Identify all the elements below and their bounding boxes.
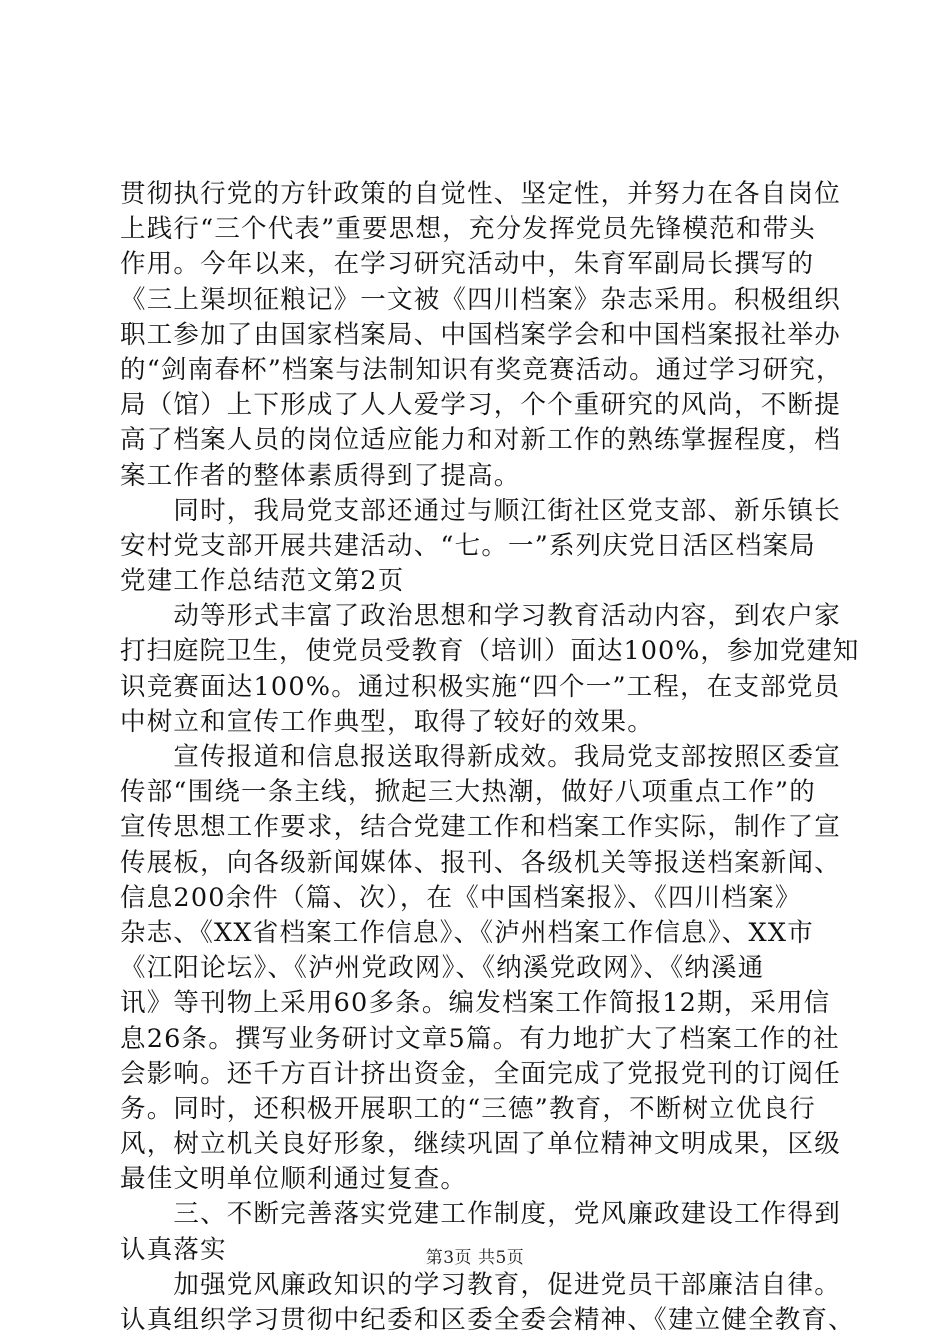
text-line: 党建工作总结范文第2页: [120, 566, 405, 597]
text-line: 动等形式丰富了政治思想和学习教育活动内容，到农户家: [120, 601, 841, 632]
text-line: 宣传思想工作要求，结合党建工作和档案工作实际，制作了宣: [120, 812, 841, 843]
text-line: 案工作者的整体素质得到了提高。: [120, 460, 521, 491]
text-line: 认真落实: [120, 1234, 227, 1265]
text-line: 信息200余件（篇、次），在《中国档案报》、《四川档案》: [120, 882, 802, 913]
body-text: [120, 177, 860, 1338]
text-line: 传展板，向各级新闻媒体、报刊、各级机关等报送档案新闻、: [120, 847, 841, 878]
text-line: 《三上渠坝征粮记》一文被《四川档案》杂志采用。积极组织: [120, 284, 841, 315]
page-footer: 第3页 共5页: [425, 1248, 525, 1268]
text-line: 讯》等刊物上采用60多条。编发档案工作简报12期，采用信: [120, 988, 831, 1019]
text-line: 同时，我局党支部还通过与顺江街社区党支部、新乐镇长: [120, 495, 841, 526]
text-line: 职工参加了由国家档案局、中国档案学会和中国档案报社举办: [120, 319, 841, 350]
text-line: 上践行“三个代表”重要思想，充分发挥党员先锋模范和带头: [120, 214, 816, 245]
text-line: 《江阳论坛》、《泸州党政网》、《纳溪党政网》、《纳溪通: [120, 953, 765, 984]
text-line: 加强党风廉政知识的学习教育，促进党员干部廉洁自律。: [120, 1269, 841, 1300]
text-line: 务。同时，还积极开展职工的“三德”教育，不断树立优良行: [120, 1093, 816, 1124]
text-line: 会影响。还千方百计挤出资金，全面完成了党报党刊的订阅任: [120, 1058, 841, 1089]
text-line: 贯彻执行党的方针政策的自觉性、坚定性，并努力在各自岗位: [120, 179, 841, 209]
text-line: 作用。今年以来，在学习研究活动中，朱育军副局长撰写的: [120, 249, 815, 280]
text-line: 风，树立机关良好形象，继续巩固了单位精神文明成果，区级: [120, 1129, 841, 1160]
text-line: 认真组织学习贯彻中纪委和区委全委会精神、《建立健全教育、: [120, 1305, 855, 1335]
text-line: 高了档案人员的岗位适应能力和对新工作的熟练掌握程度，档: [120, 425, 841, 456]
text-line: 三、不断完善落实党建工作制度，党风廉政建设工作得到: [120, 1199, 841, 1230]
text-line: 宣传报道和信息报送取得新成效。我局党支部按照区委宣: [120, 742, 841, 772]
text-line: 息26条。撰写业务研讨文章5篇。有力地扩大了档案工作的社: [120, 1023, 840, 1054]
text-line: 传部“围绕一条主线，掀起三大热潮，做好八项重点工作”的: [120, 777, 816, 808]
text-line: 最佳文明单位顺利通过复查。: [120, 1164, 468, 1195]
text-line: 中树立和宣传工作典型，取得了较好的效果。: [120, 706, 655, 737]
text-line: 局（馆）上下形成了人人爱学习，个个重研究的风尚，不断提: [120, 390, 841, 421]
text-line: 的“剑南春杯”档案与法制知识有奖竞赛活动。通过学习研究，: [120, 354, 843, 385]
text-line: 杂志、《XX省档案工作信息》、《泸州档案工作信息》、XX市: [120, 917, 814, 948]
text-line: 打扫庭院卫生，使党员受教育（培训）面达100%，参加党建知: [120, 636, 860, 667]
text-line: 识竞赛面达100%。通过积极实施“四个一”工程，在支部党员: [120, 671, 841, 702]
text-line: 安村党支部开展共建活动、“七。一”系列庆党日活区档案局: [120, 530, 816, 561]
